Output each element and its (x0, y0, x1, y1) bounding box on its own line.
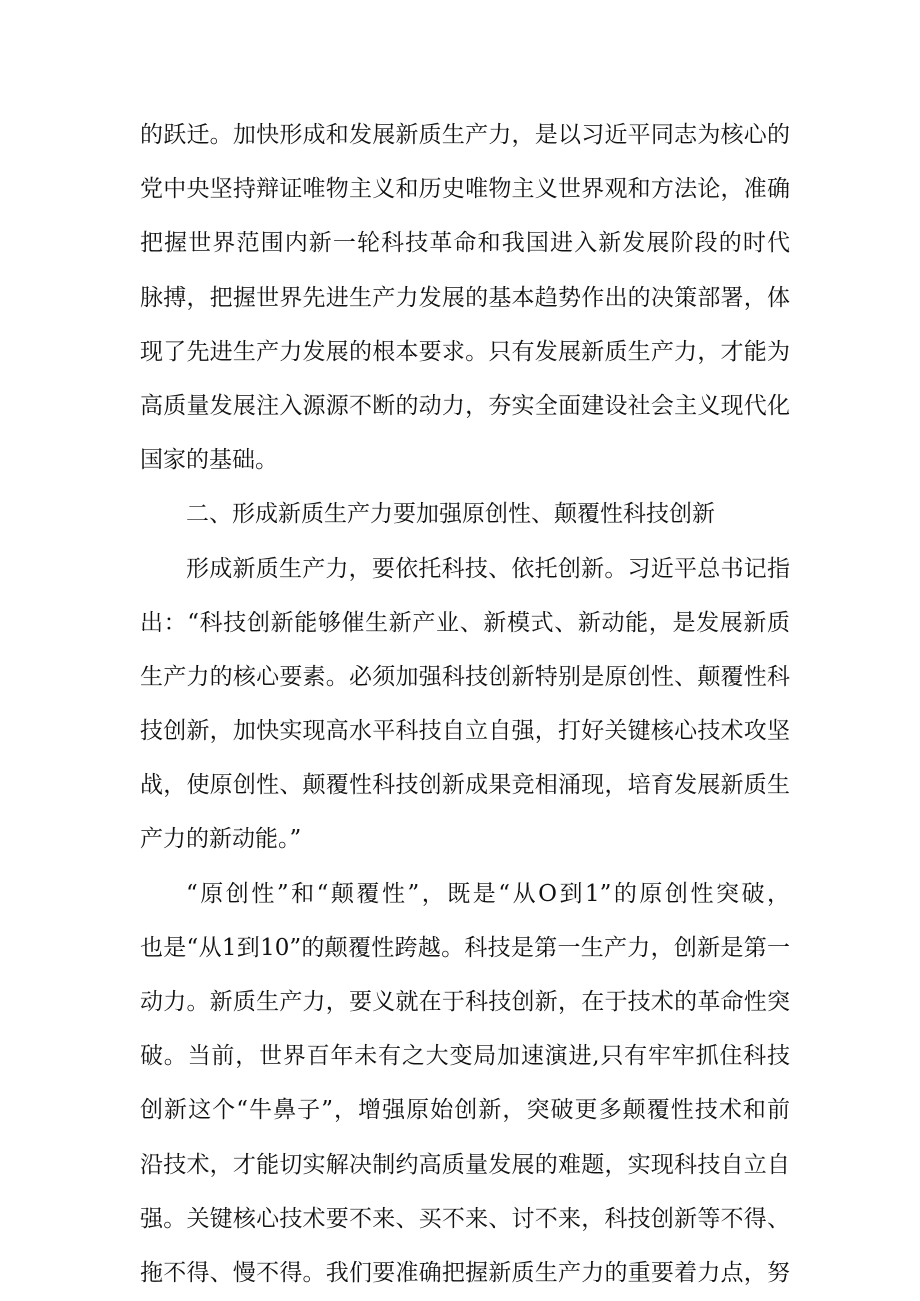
paragraph-tech-innovation-quote (140, 542, 790, 867)
heading-text: 二、形成新质生产力要加强原创性、颠覆性科技创新 (186, 501, 715, 528)
text-line: 生产力的核心要素。必须加强科技创新特别是原创性、颠覆性科 (140, 663, 790, 690)
text-line: 沿技术，才能切实解决制约高质量发展的难题，实现科技自立自 (140, 1151, 790, 1178)
text-line: 的跃迁。加快形成和发展新质生产力，是以习近平同志为核心的 (140, 122, 790, 148)
text-line: 党中央坚持辩证唯物主义和历史唯物主义世界观和方法论，准确 (140, 176, 790, 203)
text-line: 技创新，加快实现高水平科技自立自强，打好关键核心技术攻坚 (140, 718, 790, 745)
text-line: 战，使原创性、颠覆性科技创新成果竞相涌现，培育发展新质生 (140, 772, 790, 799)
text-line: 动力。新质生产力，要义就在于科技创新，在于技术的革命性突 (140, 989, 790, 1015)
text-line: 脉搏，把握世界先进生产力发展的基本趋势作出的决策部署，体 (140, 284, 790, 311)
paragraph-leap-of-productivity (140, 108, 790, 487)
document-body (140, 108, 790, 1300)
text-line: 产力的新动能。” (140, 826, 302, 853)
text-line: “原创性”和“颠覆性”，既是“从O到1”的原创性突破， (186, 880, 790, 907)
paragraph-originality-disruption (140, 867, 790, 1301)
text-line: 破。当前，世界百年未有之大变局加速演进,只有牢牢抓住科技 (140, 1043, 790, 1070)
text-line: 国家的基础。 (140, 447, 278, 474)
text-line: 出：“科技创新能够催生新产业、新模式、新动能，是发展新质 (140, 609, 790, 636)
text-line: 创新这个“牛鼻子”，增强原始创新，突破更多颠覆性技术和前 (140, 1097, 790, 1124)
text-line: 也是“从1到10”的颠覆性跨越。科技是第一生产力，创新是第一 (140, 934, 790, 961)
text-line: 拖不得、慢不得。我们要准确把握新质生产力的重要着力点，努 (140, 1259, 790, 1286)
text-line: 把握世界范围内新一轮科技革命和我国进入新发展阶段的时代 (140, 230, 790, 257)
text-line: 形成新质生产力，要依托科技、依托创新。习近平总书记指 (186, 555, 790, 582)
text-line: 强。关键核心技术要不来、买不来、讨不来，科技创新等不得、 (140, 1205, 790, 1232)
text-line: 现了先进生产力发展的根本要求。只有发展新质生产力，才能为 (140, 338, 790, 365)
text-line: 高质量发展注入源源不断的动力，夯实全面建设社会主义现代化 (140, 392, 790, 419)
section-heading-2 (140, 487, 790, 541)
